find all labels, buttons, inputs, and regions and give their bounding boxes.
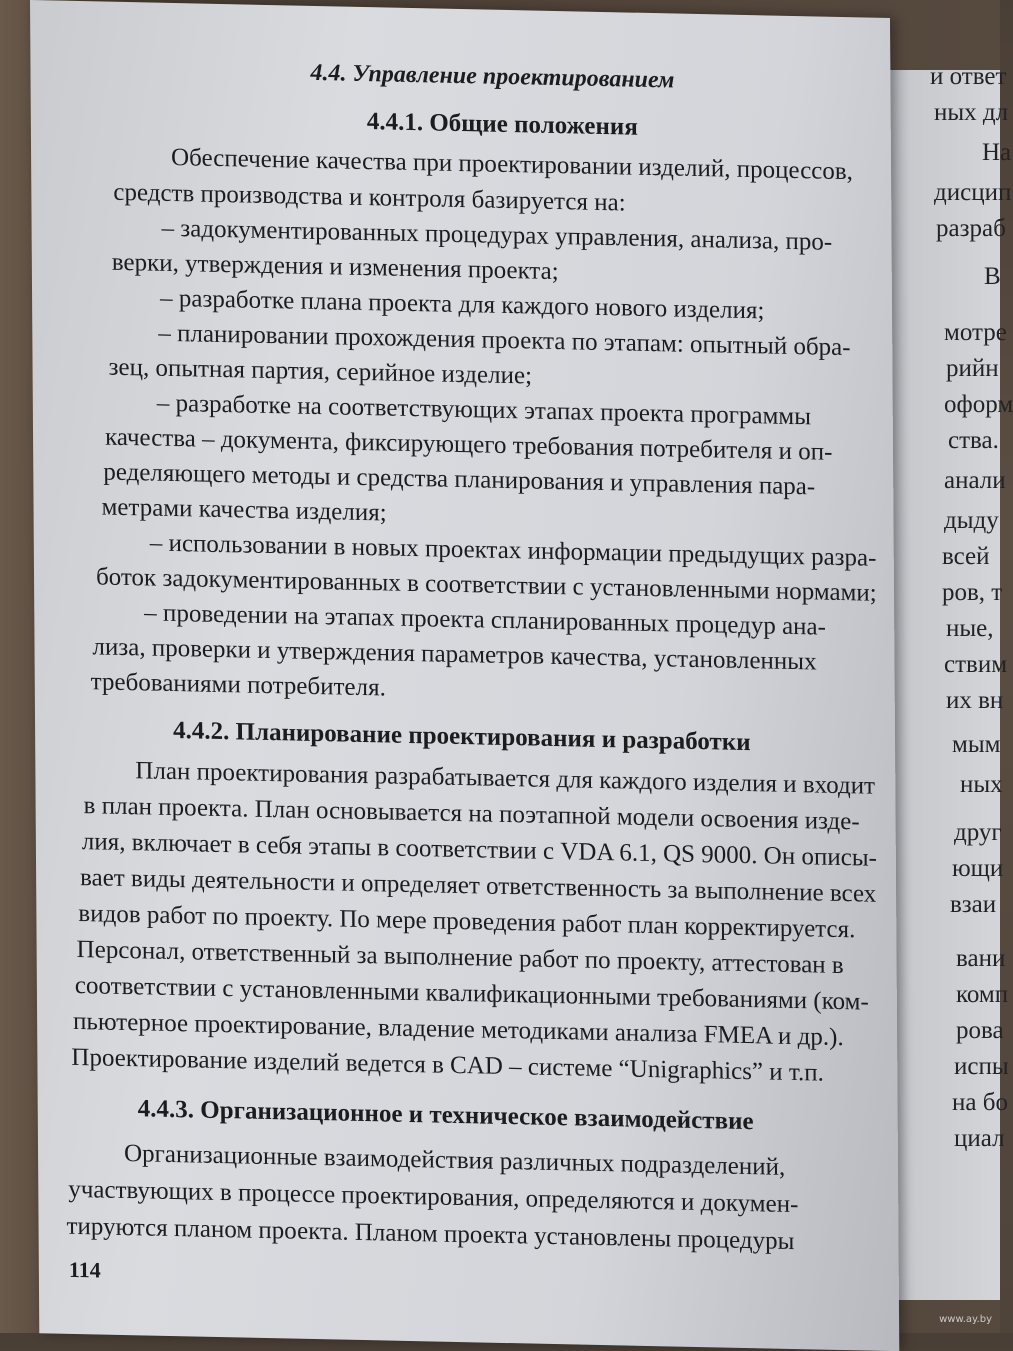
running-head: 4.4. Управление проектированием xyxy=(310,59,675,94)
right-page-line: и ответ xyxy=(930,63,1007,90)
right-page-line: мотре xyxy=(944,319,1007,346)
list-item: – использовании в новых проектах информации предыдущих разра- xyxy=(149,529,877,572)
right-page-line: оформ xyxy=(944,391,1013,418)
watermark: www.ay.by xyxy=(939,1314,992,1325)
right-page-line: ных дл xyxy=(934,99,1009,126)
list-item: – проведении на этапах проекта спланированных процедур ана- xyxy=(144,599,827,641)
right-page-line: ствим xyxy=(944,651,1008,678)
section-heading-4-4-2: 4.4.2. Планирование проектирования и разработки xyxy=(172,717,751,757)
paragraph-line: в план проекта. План основывается на поэтапной модели освоения изде- xyxy=(83,792,860,836)
right-page-line: циал xyxy=(954,1125,1005,1152)
right-page-line: испы xyxy=(954,1053,1009,1080)
right-page-line: друг xyxy=(954,819,1002,846)
paragraph-line: ределяющего методы и средства планирования и управления пара- xyxy=(103,458,816,501)
right-page-line: дыду xyxy=(944,507,999,534)
paragraph-line: лиза, проверки и утверждения параметров качества, установленных xyxy=(92,633,817,676)
paragraph-line: Проектирование изделий ведется в CAD – системе “Unigraphics” и т.п. xyxy=(71,1043,824,1087)
list-item: – разработке плана проекта для каждого нового изделия; xyxy=(159,284,765,325)
right-page-line: В xyxy=(984,263,1001,290)
section-heading-4-4-3: 4.4.3. Организационное и техническое взаимодействие xyxy=(137,1095,754,1136)
paragraph-line: зец, опытная партия, серийное изделие; xyxy=(108,353,533,390)
paragraph-line: видов работ по проекту. По мере проведения работ план корректируется. xyxy=(78,900,856,944)
right-page-line: их вн xyxy=(946,687,1004,714)
paragraph-line: соответствии с установленными квалификационными требованиями (ком- xyxy=(74,971,869,1016)
paragraph-line: План проектирования разрабатывается для каждого изделия и входит xyxy=(135,757,876,800)
paragraph-line: пьютерное проектирование, владение методиками анализа FMEA и др.). xyxy=(73,1007,844,1052)
right-page-line: ющи xyxy=(952,855,1004,882)
right-page-line: анали xyxy=(944,467,1006,494)
right-page-line: на бо xyxy=(952,1089,1008,1116)
right-page-line: разраб xyxy=(936,215,1006,242)
paragraph-line: лия, включает в себя этапы в соответствии с VDA 6.1, QS 9000. Он описы- xyxy=(81,828,878,872)
right-page-line: взаи xyxy=(950,891,997,918)
right-page-line: комп xyxy=(956,981,1009,1008)
paragraph-line: боток задокументированных в соответствии с установленными нормами; xyxy=(95,563,877,607)
paragraph-line: участвующих в процессе проектирования, определяются и докумен- xyxy=(68,1175,799,1219)
right-page-line: всей xyxy=(942,543,990,570)
paragraph-line: метрами качества изделия; xyxy=(101,493,387,527)
section-heading-4-4-1: 4.4.1. Общие положения xyxy=(366,108,638,141)
paragraph-line: вает виды деятельности и определяет ответственность за выполнение всех xyxy=(80,864,877,908)
left-page xyxy=(30,0,899,1351)
paragraph-line: верки, утверждения и изменения проекта; xyxy=(111,248,559,286)
right-page-line: ства. xyxy=(948,427,999,454)
right-page-line: дисцип xyxy=(934,179,1012,206)
right-page-line: рийн xyxy=(946,355,999,382)
paragraph-line: качества – документа, фиксирующего требования потребителя и оп- xyxy=(104,423,833,466)
paragraph-line: Организационные взаимодействия различных подразделений, xyxy=(123,1139,786,1181)
paragraph-line: тируются планом проекта. Планом проекта установлены процедуры xyxy=(66,1212,795,1256)
right-page-line: ных xyxy=(960,771,1003,798)
list-item: – планировании прохождения проекта по этапам: опытный обра- xyxy=(158,319,851,362)
paragraph-line: требованиями потребителя. xyxy=(90,668,386,702)
right-page-line: мым xyxy=(952,731,1001,758)
paragraph-line: Обеспечение качества при проектировании изделий, процессов, xyxy=(170,143,853,186)
page-number: 114 xyxy=(68,1256,101,1283)
right-page-line: ные, xyxy=(946,615,994,642)
right-page-line: На xyxy=(982,139,1012,166)
right-page-line: ров, т xyxy=(942,579,1003,606)
right-page-line: рова xyxy=(956,1017,1004,1044)
paragraph-line: Персонал, ответственный за выполнение работ по проекту, аттестован в xyxy=(76,935,844,980)
list-item: – разработке на соответствующих этапах проекта программы xyxy=(156,389,812,431)
left-page-text xyxy=(30,0,899,1351)
list-item: – задокументированных процедурах управления, анализа, про- xyxy=(161,214,833,256)
right-page-line: вани xyxy=(956,945,1006,972)
paragraph-line: средств производства и контроля базируется на: xyxy=(113,178,626,217)
